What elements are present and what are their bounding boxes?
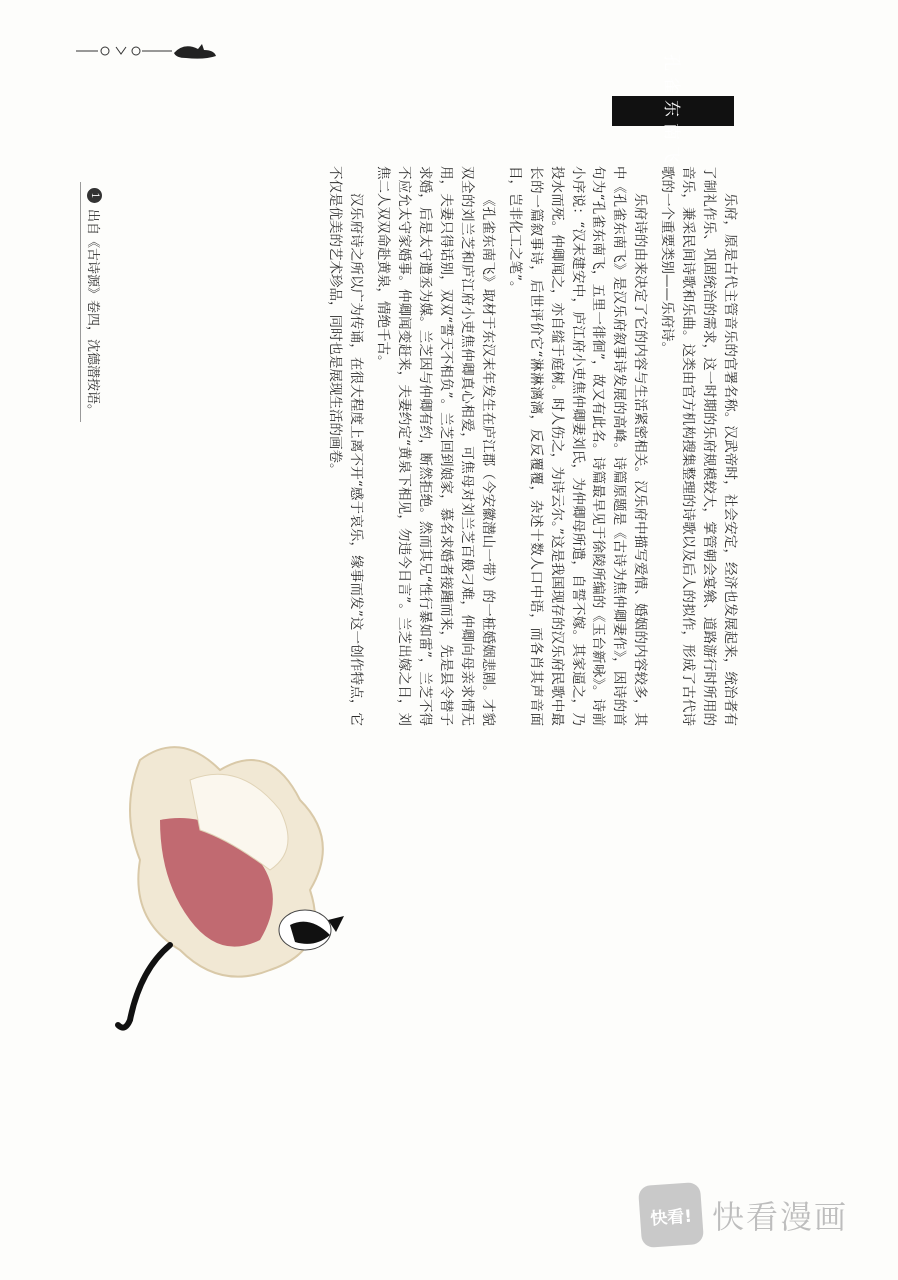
chapter-title-badge [612, 53, 734, 169]
paragraph-3: 《孔雀东南飞》取材于东汉末年发生在庐江郡（今安徽潜山一带）的一桩婚姻悲剧。才貌双全的刘兰芝和庐江府小吏焦仲卿真心相爱，可焦母对刘兰芝百般刁难，仲卿向母亲求情无用，夫妻只得话别，双双“誓天不相负”。兰芝回到娘家，慕名求婚者接踵而来，先是县令替子求婚，后是太守遣丞为媒。兰芝因与仲卿有约，断然拒绝。然而其兄“性行暴如雷”，兰芝不得不应允太守家婚事。仲卿闻变赶来，夫妻约定“黄泉下相见，勿违今日言”。兰芝出嫁之日，刘焦二人双双命赴黄泉，情绝千古。 [375, 166, 496, 726]
paragraph-4: 汉乐府诗之所以广为传诵，在很大程度上离不开“感于哀乐，缘事而发”这一创作特点，它不仅是优美的艺术珍品，同时也是展现生活的画卷。 [327, 166, 365, 726]
footnote-text: 出自《古诗源》卷四，沈德潜按语。 [85, 209, 101, 418]
rotated-text-column [318, 166, 740, 726]
watermark-logo: 快看! [638, 1182, 704, 1248]
illustration-figure-with-cat [100, 720, 360, 1040]
paragraph-1: 乐府，原是古代主管音乐的官署名称。汉武帝时，社会安定，经济也发展起来，统治者有了制礼作乐、巩固统治的需求，这一时期的乐府规模较大，掌管朝会宴飨、道路游行时所用的音乐，兼采民间诗歌和乐曲。这类由官方机构搜集整理的诗歌以及后人的拟作，形成了古代诗歌的一个重要类别——乐府诗。 [659, 166, 738, 726]
chapter-title: 孔雀东南飞 [660, 53, 681, 169]
watermark-brand: 快看漫画 [712, 1198, 849, 1236]
footnote [80, 182, 109, 422]
main-text-block [318, 166, 740, 726]
header-ornament [76, 40, 226, 62]
cat-tail-icon [118, 945, 170, 1028]
paragraph-2: 乐府诗的由来决定了它的内容与生活紧密相关。汉乐府中描写爱情、婚姻的内容较多，其中《孔雀东南飞》是汉乐府叙事诗发展的高峰。诗篇原题是《古诗为焦仲卿妻作》，因诗的首句为“孔雀东南飞，五里一徘徊”，故又有此名。诗篇最早见于徐陵所编的《玉台新咏》。诗前小序说：“汉末建安中，庐江府小吏焦仲卿妻刘氏，为仲卿母所遣，自誓不嫁。其家逼之，乃投水而死。仲卿闻之，亦自缢于庭树。时人伤之，为诗云尔。”这是我国现存的汉乐府民歌中最长的一篇叙事诗，后世评价它“淋淋漓漓，反反覆覆，杂述十数人口中语，而各肖其声音面目，岂非化工之笔”。 [506, 166, 649, 726]
watermark [640, 1180, 880, 1250]
cat-silhouette-icon [174, 44, 216, 59]
footnote-number: 1 [88, 188, 103, 203]
